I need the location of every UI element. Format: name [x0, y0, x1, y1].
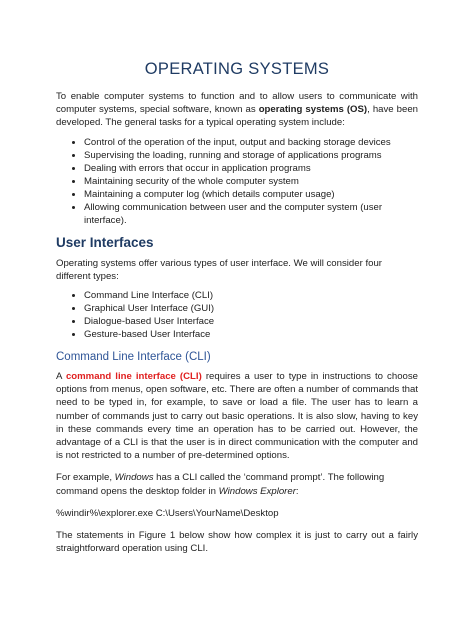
- command-line-text: %windir%\explorer.exe C:\Users\YourName\Desktop: [56, 507, 279, 519]
- cli-prefix: A: [56, 371, 66, 383]
- list-item: • Gesture-based User Interface: [84, 328, 418, 341]
- example-paragraph: [56, 471, 418, 497]
- list-item: • Command Line Interface (CLI): [84, 289, 418, 302]
- list-item: • Maintaining security of the whole computer system: [84, 175, 418, 188]
- example-text-2: has a CLI called the ‘command prompt’. The following command opens the desktop folder in: [56, 472, 385, 497]
- list-item: • Graphical User Interface (GUI): [84, 302, 418, 315]
- cli-paragraph: [56, 370, 418, 462]
- example-explorer: Windows Explorer: [218, 485, 296, 497]
- page-title: OPERATING SYSTEMS: [144, 60, 330, 78]
- example-text-3: :: [295, 485, 299, 497]
- intro-text-before: To enable computer systems to function and to allow users to communicate with computer systems, special software, known as: [56, 91, 418, 116]
- list-item: • Control of the operation of the input, output and backing storage devices: [84, 136, 418, 149]
- list-item: • Dealing with errors that occur in application programs: [84, 162, 418, 175]
- ui-intro-paragraph: Operating systems offer various types of user interface. We will consider four different types:: [56, 257, 382, 282]
- list-item: • Dialogue-based User Interface: [84, 315, 418, 328]
- example-windows: Windows: [114, 472, 154, 484]
- ui-types-list: [56, 289, 418, 341]
- intro-paragraph: [56, 90, 418, 130]
- list-item: • Maintaining a computer log (which details computer usage): [84, 188, 418, 201]
- cli-highlight-term: command line interface (CLI): [65, 371, 202, 383]
- intro-text-after: , have been developed. The general tasks for a typical operating system include:: [56, 104, 418, 129]
- subsection-heading-cli: Command Line Interface (CLI): [56, 351, 211, 364]
- list-item: • Allowing communication between user and the computer system (user interface).: [84, 201, 418, 227]
- example-text-1: For example,: [56, 472, 115, 484]
- list-item: • Supervising the loading, running and storage of applications programs: [84, 149, 418, 162]
- closing-paragraph: The statements in Figure 1 below show how complex it is just to carry out a fairly straightforward operation using CLI.: [56, 530, 418, 555]
- cli-rest: requires a user to type in instructions to choose options from menus, open software, etc. There are often a number of commands that need to be typed in, for example, to save or load a file. The user has to learn a number of commands just to carry out basic operations. It is also slow, having to key in these commands every time an operation has to be carried out. However, the advantage of a CLI is that the user is in direct communication with the computer and is not restricted to a number of pre-determined options.: [56, 371, 418, 462]
- intro-bold-term: operating systems (OS): [258, 104, 368, 116]
- section-heading-user-interfaces: User Interfaces: [56, 234, 154, 250]
- os-tasks-list: [56, 136, 418, 227]
